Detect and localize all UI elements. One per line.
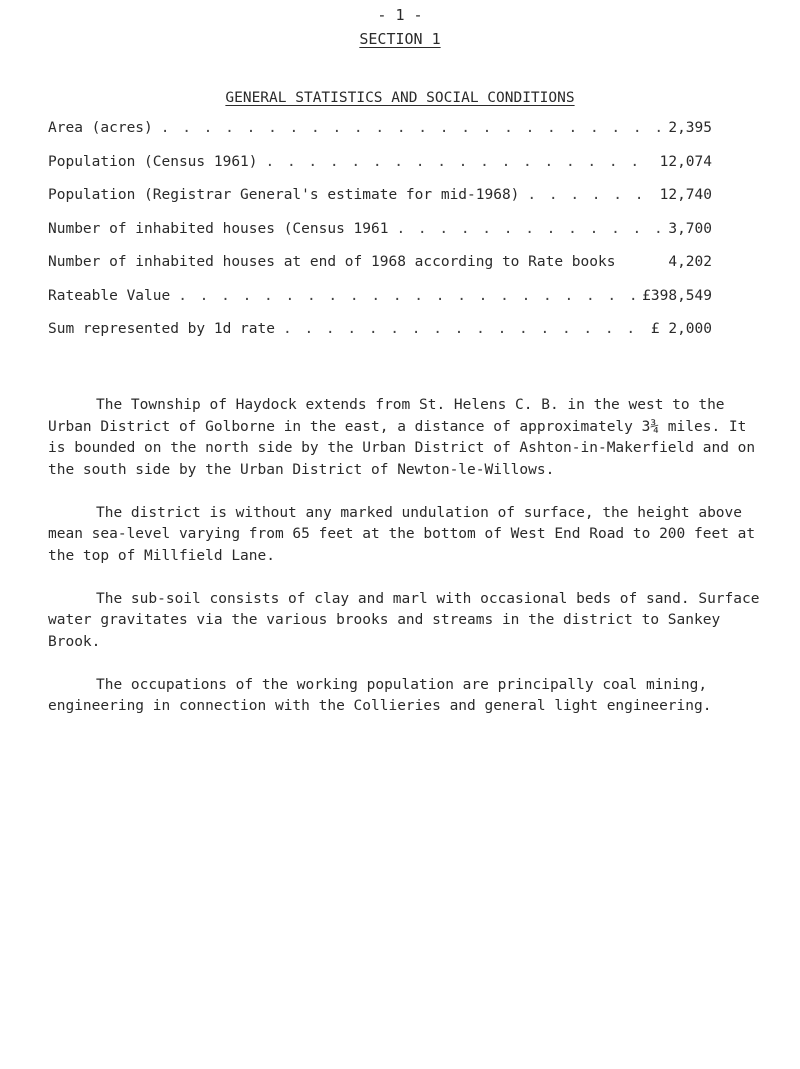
stat-label: Sum represented by 1d rate — [48, 321, 275, 337]
section-title — [0, 30, 800, 48]
stat-value: £ 2,000 — [650, 321, 712, 337]
stat-row-houses-rate-books — [48, 254, 712, 288]
stat-row-population-estimate — [48, 187, 712, 221]
dot-leader — [178, 288, 636, 304]
paragraph-township-extent: The Township of Haydock extends from St. Helens C. B. in the west to the Urban District of Golborne in the east, a distance of approximately 3¾ miles. It is bounded on the north side by the Urban District of Ashton-in-Makerfield and on the south side by the Urban District of Newton-le-Willows. — [48, 397, 756, 478]
stat-row-population-census — [48, 154, 712, 188]
section-title-text: SECTION 1 — [359, 30, 441, 48]
dot-leader — [161, 120, 663, 136]
stat-value: 12,740 — [659, 187, 712, 203]
stat-label: Population (Census 1961) — [48, 153, 258, 170]
body-text — [48, 395, 760, 739]
paragraph-occupations: The occupations of the working population are principally coal mining, engineering in connection with the Collieries and general light engineering. — [48, 676, 712, 714]
statistics-heading — [0, 90, 800, 106]
stat-row-penny-rate — [48, 321, 712, 355]
stat-value: £398,549 — [642, 287, 712, 304]
stat-row-area — [48, 120, 712, 154]
stat-label: Rateable Value — [48, 287, 171, 304]
stat-value: 12,074 — [659, 153, 712, 170]
paragraph-sub-soil: The sub-soil consists of clay and marl with occasional beds of sand. Surface water gravitates via the various brooks and streams in the district to Sankey Brook. — [48, 590, 760, 650]
stat-value: 2,395 — [668, 120, 712, 136]
dot-leader — [527, 187, 653, 203]
stat-label: Area (acres) — [48, 120, 153, 136]
stat-value: 4,202 — [668, 254, 712, 270]
paragraph-terrain: The district is without any marked undulation of surface, the height above mean sea-level varying from 65 feet at the bottom of West End Road to 200 feet at the top of Millfield Lane. — [48, 504, 756, 564]
stat-label: Population (Registrar General's estimate for mid-1968) — [48, 187, 520, 203]
statistics-heading-text: GENERAL STATISTICS AND SOCIAL CONDITIONS — [225, 90, 575, 106]
dot-leader — [283, 321, 645, 337]
dot-leader — [266, 154, 654, 170]
stat-label: Number of inhabited houses (Census 1961 — [48, 220, 389, 237]
page-number: - 1 - — [377, 6, 423, 24]
stat-row-rateable-value — [48, 288, 712, 322]
stat-row-houses-census — [48, 221, 712, 255]
stat-label: Number of inhabited houses at end of 1968 according to Rate books — [48, 254, 616, 270]
stat-value: 3,700 — [668, 220, 712, 237]
dot-leader — [396, 221, 662, 237]
statistics-table — [48, 120, 712, 355]
